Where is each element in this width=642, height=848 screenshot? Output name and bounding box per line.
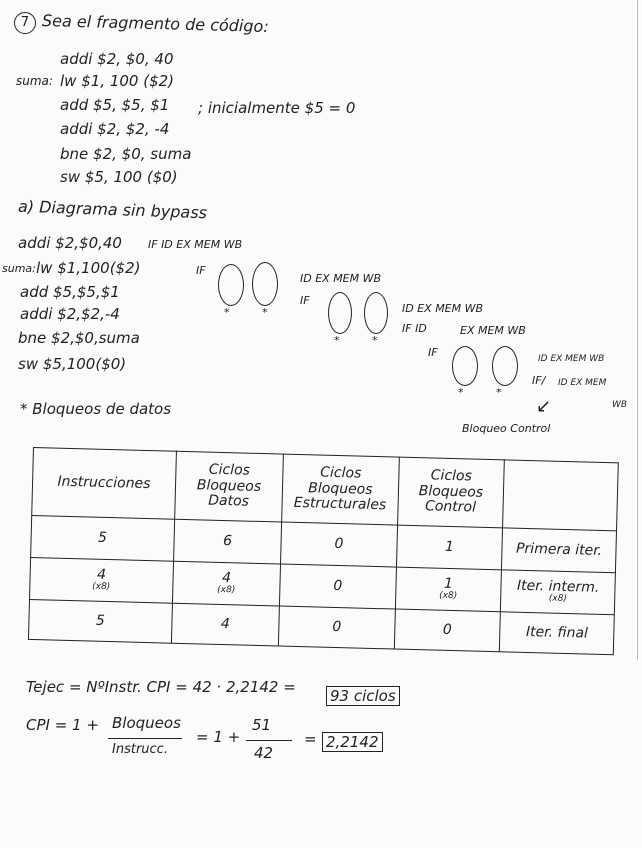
stall-oval (252, 262, 278, 306)
diagram-instr: add $5,$5,$1 (20, 283, 120, 301)
stall-mark: * (334, 334, 340, 347)
stage-fragment: ID EX MEM WB (402, 302, 484, 315)
control-stall-note: Bloqueo Control (462, 422, 551, 435)
stage-fragment: EX MEM WB (460, 324, 526, 337)
stage-fragment: WB (612, 400, 628, 410)
code-line: sw $5, 100 ($0) (60, 168, 178, 186)
code-line: lw $1, 100 ($2) (60, 72, 175, 90)
diagram-instr: lw $1,100($2) (36, 259, 141, 277)
stage-fragment: IF/ (532, 374, 546, 387)
table-cell: Iter. final (500, 612, 615, 655)
tejec-lhs: Tejec = NºInstr. CPI = 42 · 2,2142 = (26, 678, 296, 696)
table-cell: 0 (279, 606, 396, 649)
stage-fragment: IF (300, 294, 310, 307)
table-header: Ciclos Bloqueos Datos (174, 451, 283, 522)
table-header: Ciclos Bloqueos Control (397, 457, 504, 528)
table-header: Instrucciones (32, 448, 176, 520)
diagram-label: suma: (2, 262, 36, 275)
table-cell: 1 (396, 525, 503, 570)
stall-mark: * (224, 306, 230, 319)
stall-oval (328, 292, 352, 334)
table-cell: 0 (281, 522, 398, 567)
table-cell: 6 (173, 519, 281, 564)
table-cell: 0 (280, 564, 397, 609)
cpi-value-denominator: 42 (254, 744, 274, 762)
section-title: a) Diagrama sin bypass (17, 196, 208, 223)
cpi-numerator: Bloqueos (112, 714, 181, 732)
stage-fragment: ID EX MEM (558, 378, 607, 388)
table-cell: 0 (394, 609, 501, 652)
stage-fragment: ID EX MEM WB (300, 272, 382, 285)
stall-mark: * (458, 386, 464, 399)
tejec-result: 93 ciclos (326, 686, 400, 706)
stall-oval (492, 346, 518, 386)
exercise-number: 7 (14, 12, 36, 34)
code-line: addi $2, $0, 40 (60, 50, 174, 68)
fraction-bar (108, 738, 182, 739)
stall-mark: * (372, 334, 378, 347)
stalls-table (28, 447, 619, 655)
code-line: bne $2, $0, suma (60, 145, 192, 163)
stall-mark: * (262, 306, 268, 319)
cpi-result: 2,2142 (322, 732, 383, 752)
diagram-instr: bne $2,$0,suma (18, 329, 140, 347)
table-cell: Primera iter. (502, 528, 617, 573)
table-cell: Iter. interm. (x8) (501, 570, 616, 615)
cpi-mid: = 1 + (196, 728, 241, 746)
stall-mark: * (496, 386, 502, 399)
control-arrow: ↙ (536, 396, 552, 417)
cpi-equals: = (304, 730, 317, 748)
stage-fragment: IF ID (402, 322, 427, 335)
exercise-title: Sea el fragmento de código: (41, 11, 269, 36)
code-comment: ; inicialmente $5 = 0 (198, 99, 356, 117)
cpi-lhs: CPI = 1 + (26, 716, 99, 734)
stall-oval (218, 264, 244, 306)
table-cell: 4 (171, 603, 279, 646)
stall-oval (364, 292, 388, 334)
code-label: suma: (16, 74, 53, 88)
table-header: Ciclos Bloqueos Estructurales (282, 454, 399, 525)
table-cell: 5 (31, 515, 175, 561)
data-stalls-note: * Bloqueos de datos (20, 400, 172, 418)
stage-fragment: IF (428, 346, 438, 359)
code-line: add $5, $5, $1 (60, 96, 170, 114)
cpi-value-numerator: 51 (252, 716, 272, 734)
table-cell: 4 (x8) (172, 561, 280, 606)
cpi-denominator: Instrucc. (112, 742, 168, 757)
diagram-instr: addi $2,$2,-4 (20, 305, 120, 323)
table-cell: 5 (28, 599, 172, 643)
table-header (503, 460, 619, 531)
diagram-stages: IF (196, 264, 206, 277)
fraction-bar (246, 740, 292, 741)
stage-fragment: ID EX MEM WB (538, 354, 605, 364)
stall-oval (452, 346, 478, 386)
diagram-instr: addi $2,$0,40 (18, 234, 122, 252)
table-cell: 4 (x8) (30, 557, 174, 603)
diagram-instr: sw $5,100($0) (18, 355, 127, 373)
page-edge-line (637, 0, 638, 660)
diagram-stages: IF ID EX MEM WB (148, 238, 243, 251)
table-cell: 1 (x8) (395, 567, 502, 612)
code-line: addi $2, $2, -4 (60, 120, 170, 138)
